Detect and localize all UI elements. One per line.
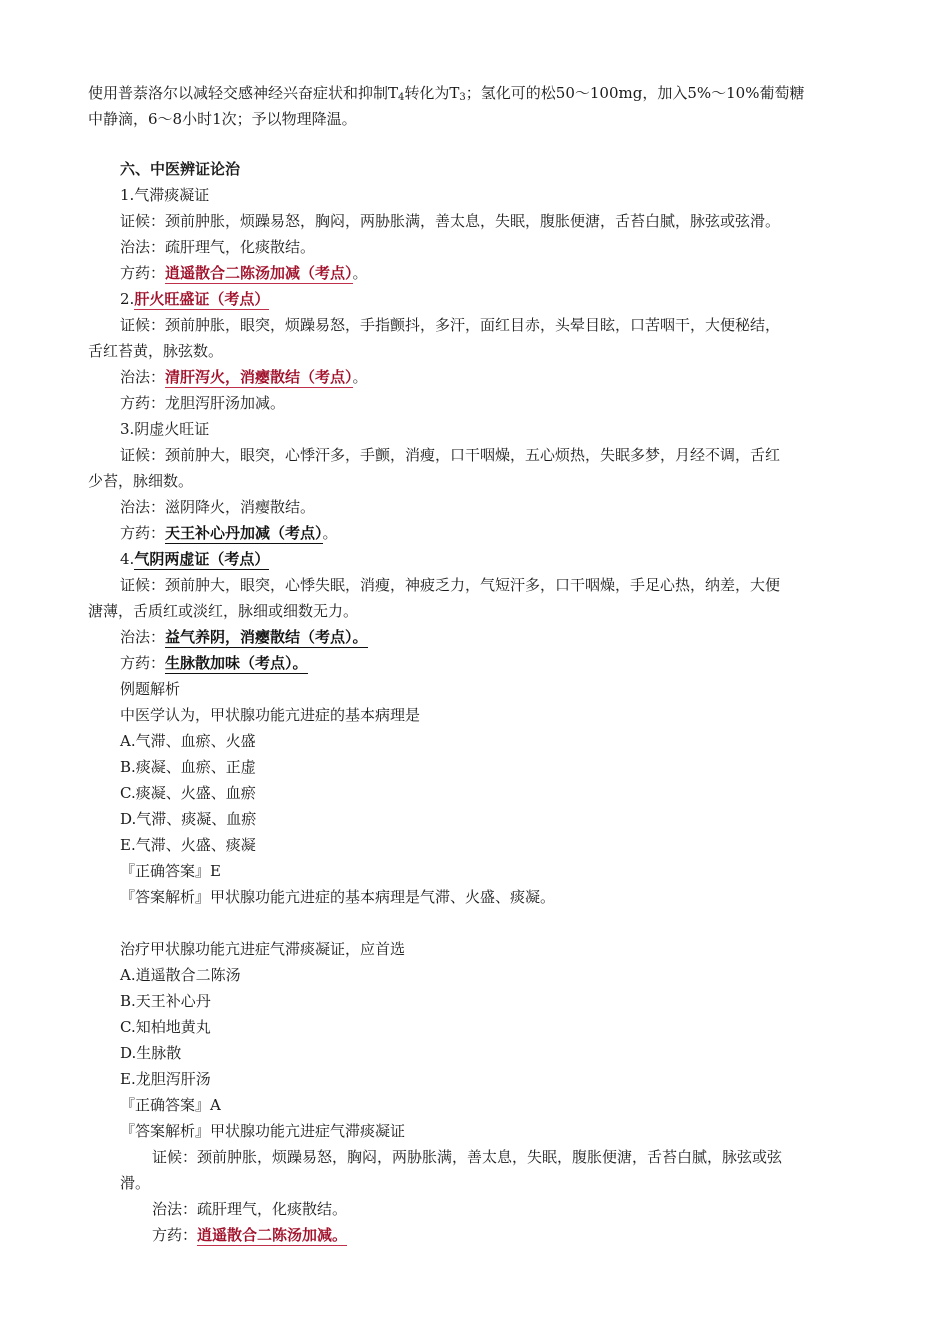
s4-method: 治法：益气养阴，消瘿散结（考点）。 xyxy=(120,628,368,646)
s2-title-highlight: 肝火旺盛证（考点） xyxy=(134,290,270,308)
s3-symptoms-2: 少苔，脉细数。 xyxy=(88,472,194,490)
s3-prescription: 方药：天王补心丹加减（考点）。 xyxy=(120,524,338,542)
q2-answer: 『正确答案』A xyxy=(120,1096,221,1114)
q2-option-e: E.龙胆泻肝汤 xyxy=(120,1070,211,1088)
s1-method: 治法：疏肝理气，化痰散结。 xyxy=(120,238,316,256)
q1-option-c: C.痰凝、火盛、血瘀 xyxy=(120,784,256,802)
s3-title: 3.阴虚火旺证 xyxy=(120,420,210,438)
q2-option-d: D.生脉散 xyxy=(120,1044,182,1062)
q1-option-e: E.气滞、火盛、痰凝 xyxy=(120,836,256,854)
s2-prescription: 方药：龙胆泻肝汤加减。 xyxy=(120,394,286,412)
s2-method-highlight: 清肝泻火，消瘿散结（考点） xyxy=(165,368,353,386)
subscript-3: 3 xyxy=(459,92,466,103)
s1-symptoms: 证候：颈前肿胀，烦躁易怒，胸闷，两胁胀满，善太息，失眠，腹胀便溏，舌苔白腻，脉弦或弦滑。 xyxy=(120,212,781,230)
q2-symptoms-2: 滑。 xyxy=(120,1174,151,1192)
s4-title: 4.气阴两虚证（考点） xyxy=(120,550,270,568)
q1-option-b: B.痰凝、血瘀、正虚 xyxy=(120,758,256,776)
s2-method: 治法：清肝泻火，消瘿散结（考点）。 xyxy=(120,368,368,386)
subscript-4: 4 xyxy=(398,92,405,103)
q1-analysis: 『答案解析』甲状腺功能亢进症的基本病理是气滞、火盛、痰凝。 xyxy=(120,888,556,906)
q2-option-b: B.天王补心丹 xyxy=(120,992,211,1010)
q2-symptoms-1: 证候：颈前肿胀，烦躁易怒，胸闷，两胁胀满，善太息，失眠，腹胀便溏，舌苔白腻，脉弦或弦 xyxy=(152,1148,783,1166)
q2-prescription: 方药：逍遥散合二陈汤加减。 xyxy=(152,1226,348,1244)
s3-method: 治法：滋阴降火，消瘿散结。 xyxy=(120,498,316,516)
s4-method-highlight: 益气养阴，消瘿散结（考点）。 xyxy=(165,628,368,646)
q2-option-a: A.逍遥散合二陈汤 xyxy=(120,966,241,984)
intro-text-b: 转化为T xyxy=(404,84,460,102)
s4-symptoms-2: 溏薄，舌质红或淡红，脉细或细数无力。 xyxy=(88,602,359,620)
s1-title: 1.气滞痰凝证 xyxy=(120,186,210,204)
q2-option-c: C.知柏地黄丸 xyxy=(120,1018,211,1036)
s2-symptoms-1: 证候：颈前肿胀，眼突，烦躁易怒，手指颤抖，多汗，面红目赤，头晕目眩，口苦咽干，大便秘结， xyxy=(120,316,781,334)
s1-prescription: 方药：逍遥散合二陈汤加减（考点）。 xyxy=(120,264,368,282)
s4-title-highlight: 气阴两虚证（考点） xyxy=(134,550,270,568)
s3-prescription-highlight: 天王补心丹加减（考点） xyxy=(165,524,323,542)
q1-stem: 中医学认为，甲状腺功能亢进症的基本病理是 xyxy=(120,706,421,724)
q1-answer: 『正确答案』E xyxy=(120,862,221,880)
s3-symptoms-1: 证候：颈前肿大，眼突，心悸汗多，手颤，消瘦，口干咽燥，五心烦热，失眠多梦，月经不调，舌红 xyxy=(120,446,781,464)
s2-title: 2.肝火旺盛证（考点） xyxy=(120,290,270,308)
s4-symptoms-1: 证候：颈前肿大，眼突，心悸失眠，消瘦，神疲乏力，气短汗多，口干咽燥，手足心热，纳差，大便 xyxy=(120,576,781,594)
q2-prescription-highlight: 逍遥散合二陈汤加减。 xyxy=(197,1226,348,1244)
q2-analysis: 『答案解析』甲状腺功能亢进症气滞痰凝证 xyxy=(120,1122,406,1140)
s4-prescription-highlight: 生脉散加味（考点）。 xyxy=(165,654,308,672)
intro-line-2: 中静滴，6～8小时1次；予以物理降温。 xyxy=(88,110,357,128)
intro-text-c: ；氢化可的松50～100mg，加入5%～10%葡萄糖 xyxy=(465,84,805,102)
s1-prescription-highlight: 逍遥散合二陈汤加减（考点） xyxy=(165,264,353,282)
s2-symptoms-2: 舌红苔黄，脉弦数。 xyxy=(88,342,224,360)
section-title: 六、中医辨证论治 xyxy=(120,160,241,178)
q2-method: 治法：疏肝理气，化痰散结。 xyxy=(152,1200,348,1218)
intro-line-1 xyxy=(88,80,804,106)
s4-prescription: 方药：生脉散加味（考点）。 xyxy=(120,654,308,672)
intro-text-a: 使用普萘洛尔以减轻交感神经兴奋症状和抑制T xyxy=(88,84,399,102)
q1-option-a: A.气滞、血瘀、火盛 xyxy=(120,732,256,750)
q2-stem: 治疗甲状腺功能亢进症气滞痰凝证，应首选 xyxy=(120,940,406,958)
q1-option-d: D.气滞、痰凝、血瘀 xyxy=(120,810,257,828)
example-title: 例题解析 xyxy=(120,680,181,698)
